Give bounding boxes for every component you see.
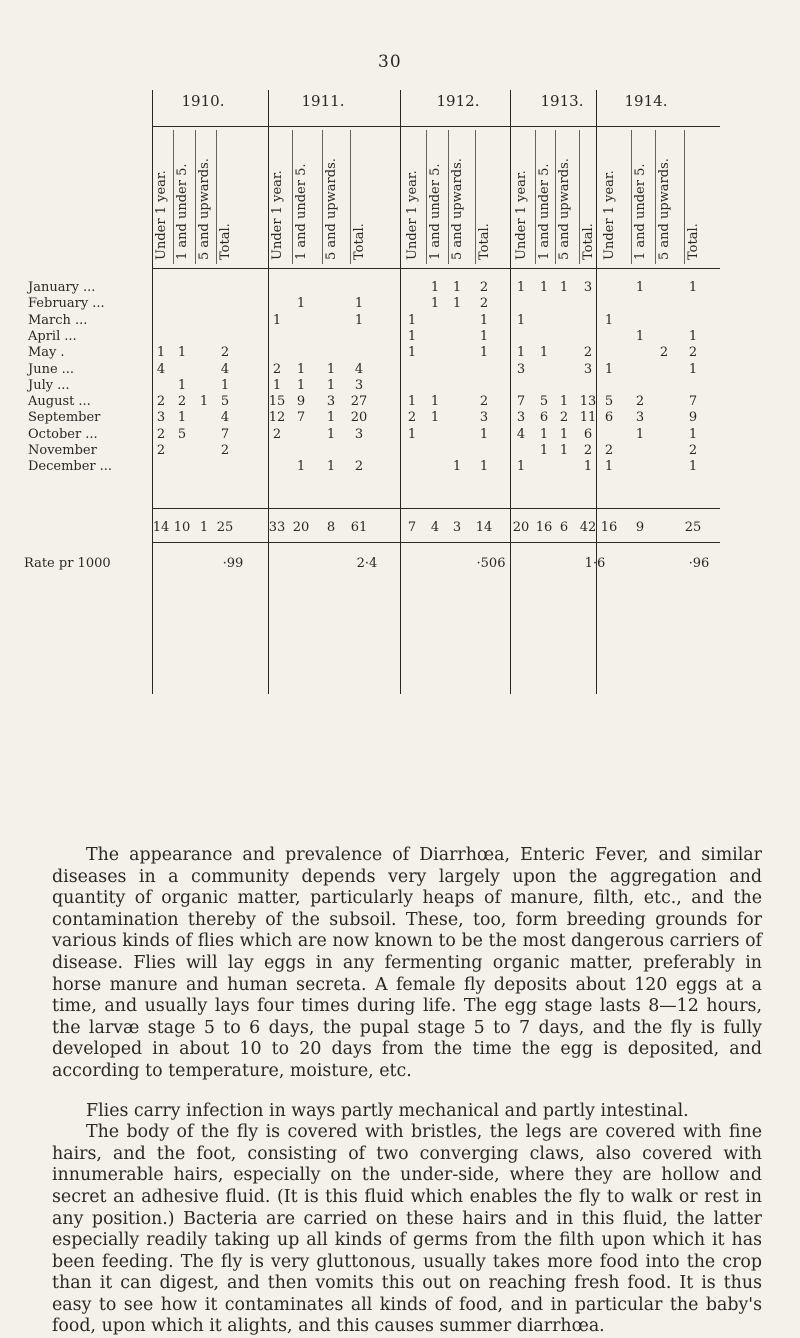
column-divider <box>195 130 196 264</box>
month-name: June <box>28 361 58 377</box>
column-header-label: 5 and upwards. <box>450 158 465 260</box>
table-cell: 2 <box>407 410 417 426</box>
month-name: September <box>28 410 101 426</box>
table-cell: 4 <box>516 426 526 442</box>
table-cell: 3 <box>156 410 166 426</box>
column-divider <box>173 130 174 264</box>
table-cell: 1 <box>559 443 569 458</box>
column-divider <box>631 130 632 264</box>
table-cell: 2 <box>220 443 230 458</box>
table-cell: 7 <box>220 426 230 442</box>
table-cell: 1 <box>516 459 526 475</box>
table-cell: 1 <box>688 280 698 295</box>
table-cell: 1 <box>407 345 417 361</box>
table-cell: 1 <box>407 426 417 442</box>
table-cell: 1 <box>635 328 645 344</box>
table-cell: 13 <box>579 394 597 410</box>
table-cell: 7 <box>688 394 698 410</box>
column-header <box>514 120 530 290</box>
month-name: January <box>28 280 80 295</box>
total-cell: 10 <box>173 520 191 535</box>
column-divider <box>426 130 427 264</box>
month-name: May <box>28 345 57 361</box>
total-cell: 3 <box>452 520 462 535</box>
table-cell: 1 <box>516 280 526 295</box>
column-divider <box>535 130 536 264</box>
table-cell: 2 <box>479 296 489 312</box>
table-cell: 1 <box>177 345 187 361</box>
total-cell: 20 <box>292 520 310 535</box>
table-cell: 12 <box>268 410 286 426</box>
rate-rule <box>152 542 720 543</box>
table-cell: 1 <box>326 459 336 475</box>
month-leader: ... <box>78 394 91 410</box>
table-cell: 2 <box>156 394 166 410</box>
column-divider <box>579 130 580 264</box>
table-cell: 5 <box>604 394 614 410</box>
month-name: August <box>28 394 75 410</box>
table-cell: 1 <box>688 426 698 442</box>
table-cell: 1 <box>635 280 645 295</box>
column-divider <box>350 130 351 264</box>
table-cell: 1 <box>479 312 489 328</box>
month-leader: ... <box>99 459 113 475</box>
table-cell: 2 <box>177 394 187 410</box>
month-label <box>28 345 65 360</box>
table-cell: 4 <box>220 361 230 377</box>
year-header: 1910. <box>181 92 225 110</box>
table-cell: 3 <box>516 361 526 377</box>
table-cell: 2 <box>479 280 489 295</box>
table-cell: 6 <box>583 426 593 442</box>
table-cell: 1 <box>559 394 569 410</box>
table-cell: 3 <box>516 410 526 426</box>
table-cell: 7 <box>296 410 306 426</box>
rate-label: Rate pr 1000 <box>24 556 111 571</box>
table-cell: 1 <box>452 459 462 475</box>
column-divider <box>475 130 476 264</box>
table-cell: 2 <box>659 345 669 361</box>
year-header: 1912. <box>436 92 480 110</box>
table-cell: 3 <box>479 410 489 426</box>
table-cell: 1 <box>296 296 306 312</box>
total-cell: 7 <box>407 520 417 535</box>
table-cell: 1 <box>479 345 489 361</box>
column-header-label: Total. <box>477 223 492 260</box>
total-cell: 33 <box>268 520 286 535</box>
column-header <box>175 120 191 290</box>
column-header-label: 1 and under 5. <box>294 163 309 260</box>
rate-cell: 2·4 <box>356 556 378 571</box>
table-cell: 2 <box>156 426 166 442</box>
column-header-label: 1 and under 5. <box>175 163 190 260</box>
table-cell: 2 <box>272 361 282 377</box>
header-base-rule <box>152 268 720 269</box>
total-cell: 16 <box>600 520 618 535</box>
month-name: October <box>28 426 82 442</box>
year-header: 1914. <box>624 92 668 110</box>
table-cell: 11 <box>579 410 597 426</box>
table-cell: 3 <box>583 361 593 377</box>
table-cell: 7 <box>516 394 526 410</box>
column-header-label: Under 1 year. <box>514 170 529 260</box>
group-divider <box>510 90 511 694</box>
column-divider <box>322 130 323 264</box>
table-cell: 1 <box>516 312 526 328</box>
table-cell: 1 <box>430 410 440 426</box>
table-cell: 2 <box>583 345 593 361</box>
column-header <box>657 120 673 290</box>
total-cell: 8 <box>326 520 336 535</box>
table-cell: 1 <box>326 410 336 426</box>
month-leader: ... <box>61 361 75 377</box>
table-cell: 6 <box>604 410 614 426</box>
total-cell: 1 <box>199 520 209 535</box>
table-cell: 1 <box>604 361 614 377</box>
column-divider <box>292 130 293 264</box>
month-label <box>28 394 91 409</box>
total-cell: 6 <box>559 520 569 535</box>
table-cell: 2 <box>559 410 569 426</box>
table-cell: 15 <box>268 394 286 410</box>
column-header <box>537 120 553 290</box>
total-cell: 4 <box>430 520 440 535</box>
column-divider <box>555 130 556 264</box>
month-label <box>28 443 97 458</box>
total-cell: 14 <box>152 520 170 535</box>
month-leader: ... <box>92 296 105 312</box>
table-cell: 2 <box>688 345 698 361</box>
month-name: April <box>28 328 61 344</box>
table-cell: 1 <box>479 459 489 475</box>
table-cell: 2 <box>479 394 489 410</box>
table-cell: 1 <box>296 361 306 377</box>
column-header-label: 5 and upwards. <box>197 158 212 260</box>
table-cell: 5 <box>220 394 230 410</box>
column-header-label: Total. <box>686 223 701 260</box>
table-cell: 4 <box>156 361 166 377</box>
table-cell: 2 <box>354 459 364 475</box>
column-header <box>450 120 466 290</box>
table-cell: 1 <box>539 280 549 295</box>
table-cell: 3 <box>354 377 364 393</box>
column-header <box>294 120 310 290</box>
month-leader: ... <box>57 377 70 393</box>
column-header-label: 5 and upwards. <box>657 158 672 260</box>
table-cell: 1 <box>354 296 364 312</box>
total-cell: 16 <box>535 520 553 535</box>
total-cell: 42 <box>579 520 597 535</box>
table-cell: 1 <box>688 361 698 377</box>
column-header-label: Under 1 year. <box>405 170 420 260</box>
table-cell: 1 <box>635 426 645 442</box>
total-cell: 61 <box>350 520 368 535</box>
month-leader: ... <box>85 426 98 442</box>
table-cell: 1 <box>604 312 614 328</box>
table-cell: 1 <box>156 345 166 361</box>
column-header <box>428 120 444 290</box>
table-cell: 9 <box>296 394 306 410</box>
column-header <box>197 120 213 290</box>
column-header <box>557 120 573 290</box>
month-label <box>28 410 100 425</box>
column-header-label: Total. <box>218 223 233 260</box>
paragraph-3: The body of the fly is covered with bristles, the legs are covered with fine hairs, and the foot, consisting of two converging claws, also covered with innumerable hairs, especially on the under-side, where they are hollow and secret an adhesive fluid. (It is this fluid which enables the fly to walk or rest in any position.) Bacteria are carried on these hairs and in this fluid, the latter especially readily taking up all kinds of germs from the filth upon which it has been feeding. The fly is very gluttonous, usually takes more food into the crop than it can digest, and then vomits this out on reaching fresh food. It is thus easy to see how it contaminates all kinds of food, and in particular the baby's food, upon which it alights, and this causes summer diarrhœa. <box>52 1122 762 1337</box>
page-number: 30 <box>378 52 402 72</box>
table-cell: 1 <box>539 426 549 442</box>
body-text <box>52 845 762 1338</box>
table-cell: 1 <box>407 312 417 328</box>
header-rule <box>152 126 720 127</box>
table-cell: 1 <box>430 296 440 312</box>
table-cell: 1 <box>272 377 282 393</box>
table-cell: 1 <box>583 459 593 475</box>
paragraph-1: The appearance and prevalence of Diarrhœa, Enteric Fever, and similar diseases in a community depends very largely upon the aggregation and quantity of organic matter, particularly heaps of manure, filth, etc., and the contamination thereby of the subsoil. These, too, form breeding grounds for various kinds of flies which are now known to be the most dangerous carriers of disease. Flies will lay eggs in any fermenting organic matter, preferably in horse manure and human secreta. A female fly deposits about 120 eggs at a time, and usually lays four times during life. The egg stage lasts 8—12 hours, the larvæ stage 5 to 6 days, the pupal stage 5 to 7 days, and the fly is fully developed in about 10 to 20 days from the time the egg is deposited, and according to temperature, moisture, etc. <box>52 845 762 1081</box>
table-cell: 2 <box>635 394 645 410</box>
total-cell: 20 <box>512 520 530 535</box>
total-cell: 25 <box>216 520 234 535</box>
month-leader: ... <box>64 328 77 344</box>
table-cell: 1 <box>272 312 282 328</box>
column-header <box>686 120 702 290</box>
rate-cell: ·506 <box>476 556 506 571</box>
table-cell: 9 <box>688 410 698 426</box>
table-cell: 1 <box>559 426 569 442</box>
rate-cell: 1·6 <box>584 556 606 571</box>
column-divider <box>216 130 217 264</box>
table-cell: 1 <box>354 312 364 328</box>
group-divider <box>152 90 153 694</box>
table-cell: 2 <box>604 443 614 458</box>
month-label <box>28 329 77 344</box>
table-cell: 4 <box>220 410 230 426</box>
column-header-label: Under 1 year. <box>154 170 169 260</box>
table-cell: 3 <box>583 280 593 295</box>
column-header <box>405 120 421 290</box>
month-leader: ... <box>83 280 96 295</box>
year-header: 1913. <box>540 92 584 110</box>
table-cell: 2 <box>272 426 282 442</box>
month-label <box>28 280 95 295</box>
table-cell: 1 <box>559 280 569 295</box>
group-divider <box>596 90 597 694</box>
table-cell: 1 <box>688 328 698 344</box>
month-label <box>28 296 105 311</box>
month-name: December <box>28 459 96 475</box>
table-cell: 3 <box>354 426 364 442</box>
month-label <box>28 427 98 442</box>
table-cell: 1 <box>430 394 440 410</box>
month-label <box>28 459 112 474</box>
month-leader: . <box>60 345 65 361</box>
year-header: 1911. <box>301 92 345 110</box>
table-cell: 1 <box>407 394 417 410</box>
table-cell: 3 <box>326 394 336 410</box>
column-header <box>581 120 597 290</box>
table-cell: 2 <box>156 443 166 458</box>
column-header-label: 1 and under 5. <box>537 163 552 260</box>
month-leader: ... <box>74 312 88 328</box>
column-header-label: 1 and under 5. <box>633 163 648 260</box>
column-header <box>154 120 170 290</box>
column-header <box>352 120 368 290</box>
total-cell: 25 <box>684 520 702 535</box>
totals-rule <box>152 508 720 509</box>
table-cell: 5 <box>539 394 549 410</box>
month-name: July <box>28 377 54 393</box>
table-cell: 1 <box>326 361 336 377</box>
table-cell: 1 <box>688 459 698 475</box>
table-cell: 1 <box>199 394 209 410</box>
total-cell: 9 <box>635 520 645 535</box>
table-cell: 1 <box>177 410 187 426</box>
column-header <box>633 120 649 290</box>
table-cell: 1 <box>220 377 230 393</box>
table-cell: 1 <box>430 280 440 295</box>
table-cell: 1 <box>177 377 187 393</box>
column-divider <box>448 130 449 264</box>
month-name: February <box>28 296 89 312</box>
column-header <box>324 120 340 290</box>
column-header-label: 1 and under 5. <box>428 163 443 260</box>
table-cell: 2 <box>220 345 230 361</box>
table-cell: 3 <box>635 410 645 426</box>
table-cell: 1 <box>296 459 306 475</box>
column-divider <box>684 130 685 264</box>
group-divider <box>400 90 401 694</box>
table-cell: 1 <box>539 443 549 458</box>
month-label <box>28 362 74 377</box>
month-label <box>28 378 70 393</box>
table-cell: 20 <box>350 410 368 426</box>
table-cell: 6 <box>539 410 549 426</box>
column-header-label: Total. <box>581 223 596 260</box>
column-header <box>602 120 618 290</box>
column-header-label: Total. <box>352 223 367 260</box>
column-header-label: 5 and upwards. <box>557 158 572 260</box>
table-cell: 5 <box>177 426 187 442</box>
table-cell: 4 <box>354 361 364 377</box>
month-label <box>28 313 87 328</box>
column-header <box>218 120 234 290</box>
column-header-label: Under 1 year. <box>270 170 285 260</box>
table-cell: 1 <box>407 328 417 344</box>
table-cell: 27 <box>350 394 368 410</box>
total-cell: 14 <box>475 520 493 535</box>
column-header-label: 5 and upwards. <box>324 158 339 260</box>
table-cell: 1 <box>604 459 614 475</box>
month-name: November <box>28 443 97 458</box>
table-cell: 2 <box>688 443 698 458</box>
table-cell: 1 <box>326 377 336 393</box>
month-name: March <box>28 312 71 328</box>
table-cell: 1 <box>296 377 306 393</box>
paragraph-2: Flies carry infection in ways partly mechanical and partly intestinal. <box>86 1100 689 1121</box>
column-divider <box>655 130 656 264</box>
table-cell: 2 <box>583 443 593 458</box>
table-cell: 1 <box>452 280 462 295</box>
column-header-label: Under 1 year. <box>602 170 617 260</box>
rate-cell: ·96 <box>688 556 710 571</box>
column-header <box>477 120 493 290</box>
table-cell: 1 <box>516 345 526 361</box>
table-cell: 1 <box>539 345 549 361</box>
table-cell: 1 <box>479 328 489 344</box>
table-cell: 1 <box>452 296 462 312</box>
rate-cell: ·99 <box>222 556 244 571</box>
column-header <box>270 120 286 290</box>
table-cell: 1 <box>479 426 489 442</box>
table-cell: 1 <box>326 426 336 442</box>
